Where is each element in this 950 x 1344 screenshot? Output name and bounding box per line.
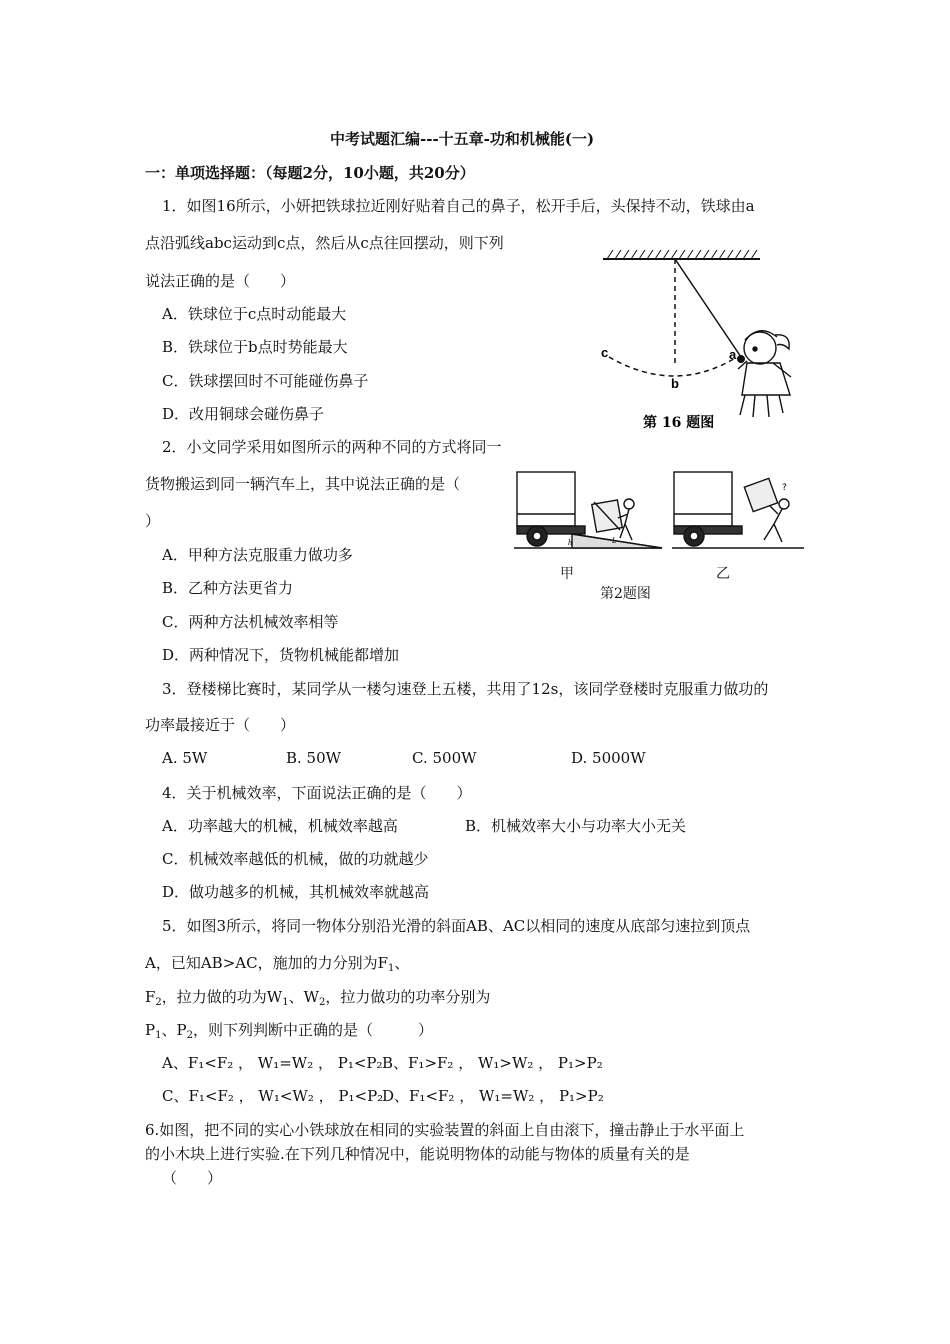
q5-line4-text: P — [145, 1021, 156, 1039]
q2-line3: ） — [145, 512, 161, 530]
pendulum-label-c: c — [601, 345, 609, 360]
q1-option-b: B．铁球位于b点时势能最大 — [162, 338, 348, 356]
q2-option-c: C．两种方法机械效率相等 — [162, 613, 339, 631]
q1-option-d: D．改用铜球会碰伤鼻子 — [162, 405, 325, 423]
q2-line1: 2．小文同学采用如图所示的两种不同的方式将同一 — [162, 438, 502, 456]
q3-line1: 3．登楼梯比赛时，某同学从一楼匀速登上五楼，共用了12s，该同学登楼时克服重力做功的 — [162, 680, 769, 698]
q2-option-d: D．两种情况下，货物机械能都增加 — [162, 646, 400, 664]
q4-option-a: A．功率越大的机械，机械效率越高 — [162, 817, 398, 835]
girl-illustration — [738, 331, 791, 417]
q1-option-c: C．铁球摆回时不可能碰伤鼻子 — [162, 372, 369, 390]
q3-line2: 功率最接近于（ ） — [145, 716, 296, 734]
q1-line3: 说法正确的是（ ） — [145, 272, 296, 290]
q4-option-d: D．做功越多的机械，其机械效率就越高 — [162, 883, 430, 901]
q5-option-b: B、F₁>F₂ ， W₁>W₂ ， P₁>P₂ — [382, 1054, 603, 1072]
page-title: 中考试题汇编---十五章-功和机械能(一) — [330, 130, 595, 148]
truck-jia — [514, 472, 662, 548]
q1-option-a: A．铁球位于c点时动能最大 — [162, 305, 347, 323]
q5-line2-text: A，已知AB>AC，施加的力分别为F — [145, 954, 388, 972]
q1-line1: 1．如图16所示，小妍把铁球拉近刚好贴着自己的鼻子，松开手后，头保持不动，铁球由a — [162, 197, 755, 215]
truck-figure — [512, 468, 812, 558]
figure2-label-yi: 乙 — [716, 566, 730, 582]
ramp-h-label: h — [568, 538, 572, 547]
q2-option-b: B．乙种方法更省力 — [162, 579, 294, 597]
ramp-l-label: L — [612, 536, 617, 545]
q5-line3-text: F — [145, 988, 156, 1006]
pendulum-caption: 第 16 题图 — [643, 415, 715, 431]
figure2-caption: 第2题图 — [600, 586, 651, 602]
q6-line1: 6.如图，把不同的实心小铁球放在相同的实验装置的斜面上自由滚下，撞击静止于水平面上 — [145, 1121, 745, 1139]
pendulum-label-b: b — [671, 376, 679, 391]
q5-line4: $P_1$、$P_2$，则下列判断中正确的是（ ） — [145, 1021, 433, 1041]
q3-option-d: D. 5000W — [571, 749, 646, 767]
q5-option-d: D、F₁<F₂ ， W₁=W₂ ， P₁>P₂ — [382, 1087, 604, 1105]
q1-line2: 点沿弧线abc运动到c点，然后从c点往回摆动，则下列 — [145, 234, 504, 252]
section-heading-text: 一：单项选择题： — [145, 164, 266, 182]
q6-line3: （ ） — [162, 1169, 223, 1187]
q3-option-c: C. 500W — [412, 749, 477, 767]
section-heading — [145, 162, 475, 183]
figure2-label-jia: 甲 — [560, 566, 574, 582]
sweat-mark: ? — [782, 483, 787, 493]
pendulum-label-a: a — [729, 347, 737, 362]
q4-option-c: C．机械效率越低的机械，做的功就越少 — [162, 850, 429, 868]
q2-line2: 货物搬运到同一辆汽车上，其中说法正确的是（ — [145, 475, 461, 493]
pendulum-figure — [595, 245, 835, 440]
q5-option-a: A、F₁<F₂ ， W₁=W₂ ， P₁<P₂ — [162, 1054, 383, 1072]
q4-line1: 4．关于机械效率，下面说法正确的是（ ） — [162, 784, 472, 802]
q5-option-c: C、F₁<F₂ ， W₁<W₂ ， P₁<P₂ — [162, 1087, 384, 1105]
q6-line2: 的小木块上进行实验.在下列几种情况中，能说明物体的动能与物体的质量有关的是 — [145, 1145, 690, 1163]
q5-line1: 5．如图3所示，将同一物体分别沿光滑的斜面AB、AC以相同的速度从底部匀速拉到顶点 — [162, 917, 751, 935]
q5-line3: $F_2$，拉力做的功为$W_1$、$W_2$，拉力做功的功率分别为 — [145, 988, 491, 1008]
q2-option-a: A．甲种方法克服重力做功多 — [162, 546, 353, 564]
q5-line2: A，已知AB>AC，施加的力分别为$F_1$、 — [145, 954, 410, 974]
q3-option-b: B. 50W — [286, 749, 342, 767]
q3-option-a: A. 5W — [162, 749, 208, 767]
section-note: （每题2分，10小题，共20分） — [265, 164, 475, 182]
q4-option-b: B．机械效率大小与功率大小无关 — [465, 817, 687, 835]
